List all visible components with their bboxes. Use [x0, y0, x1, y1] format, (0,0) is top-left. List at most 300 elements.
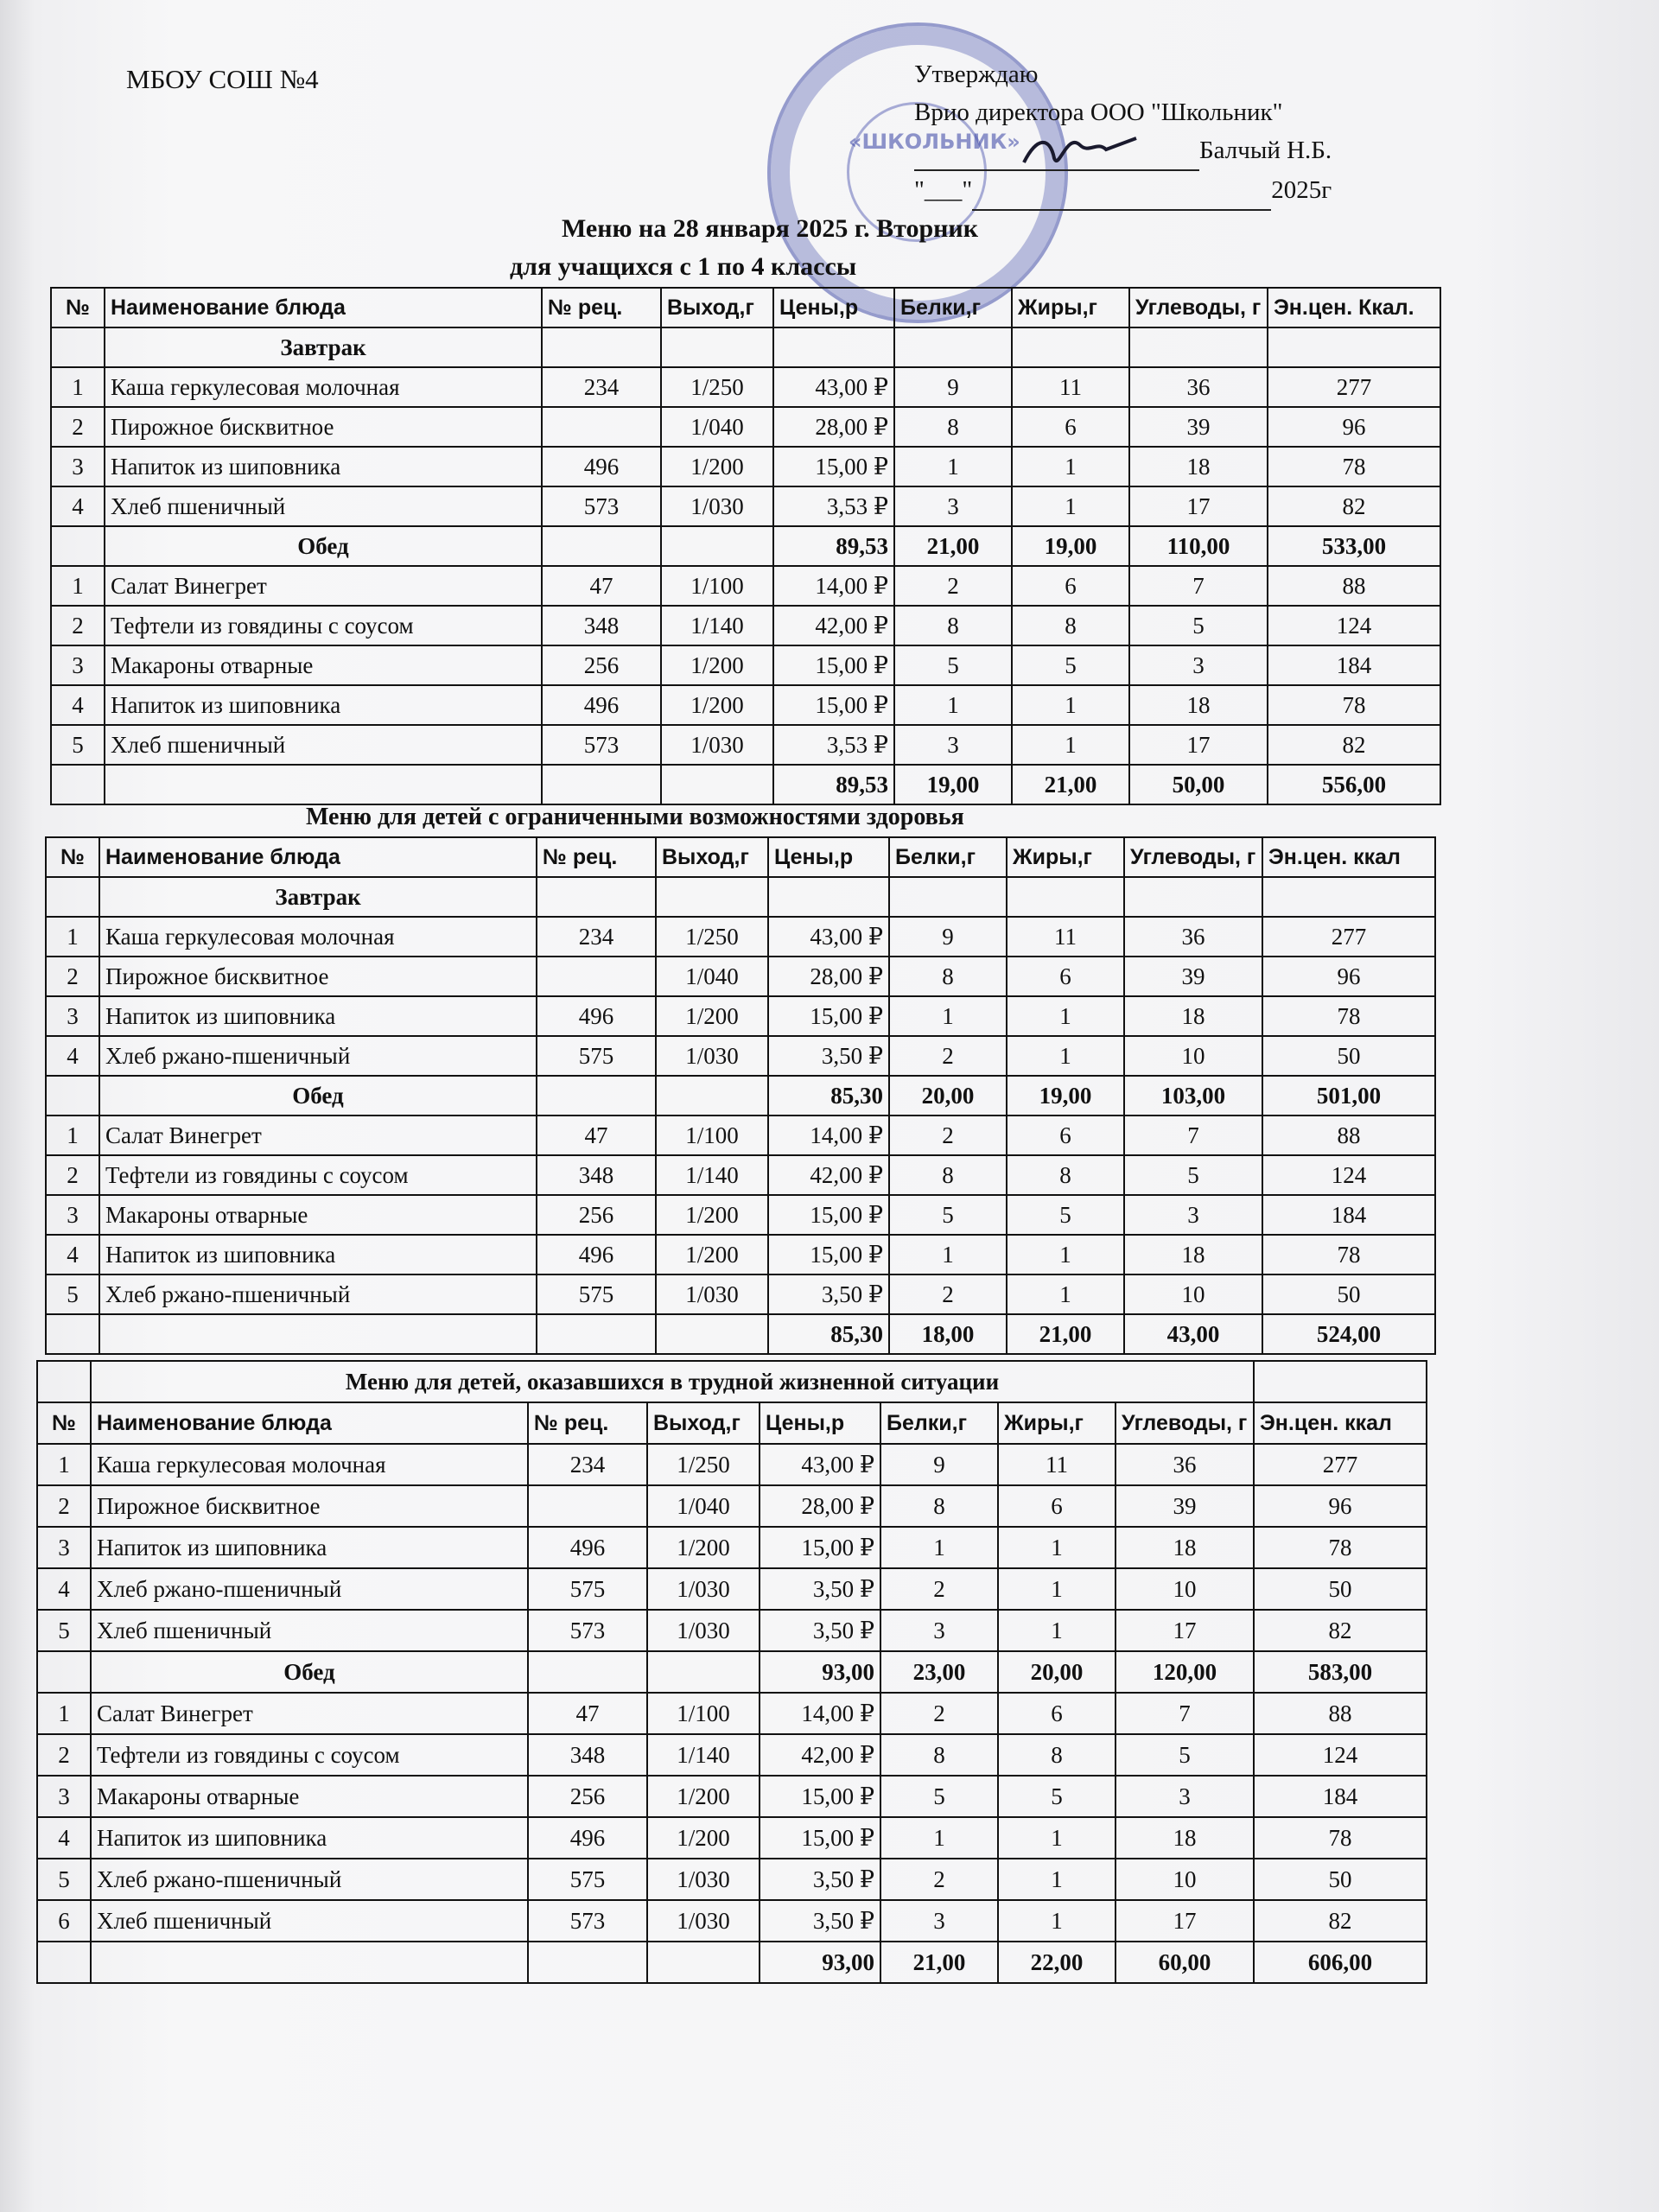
table-cell: 78: [1262, 996, 1435, 1036]
table-row: [46, 957, 1435, 996]
table-cell: 277: [1268, 367, 1440, 407]
table-cell: 47: [528, 1693, 647, 1734]
table-cell: 1: [46, 917, 99, 957]
table-cell: 256: [537, 1195, 656, 1235]
table-cell: 575: [537, 1274, 656, 1314]
table-cell: 256: [542, 645, 661, 685]
table-cell: 11: [998, 1444, 1116, 1485]
table-cell: 47: [537, 1116, 656, 1155]
table-cell: Тефтели из говядины с соусом: [91, 1734, 528, 1776]
table-cell: Напиток из шиповника: [91, 1527, 528, 1568]
table-cell: 43,00 ₽: [760, 1444, 880, 1485]
table-cell: 1/140: [647, 1734, 760, 1776]
table-cell: 1: [51, 566, 105, 606]
table-row: [46, 1036, 1435, 1076]
table-cell: 8: [880, 1485, 998, 1527]
table-cell: 36: [1124, 917, 1262, 957]
table-cell: 3: [1129, 645, 1268, 685]
table-cell: 42,00 ₽: [760, 1734, 880, 1776]
table-cell: 3,50 ₽: [760, 1859, 880, 1900]
column-header: №: [37, 1402, 91, 1444]
column-header: Цены,р: [773, 288, 894, 327]
table-row: [51, 685, 1440, 725]
empty-cell: [656, 1314, 768, 1354]
table-cell: 88: [1268, 566, 1440, 606]
table-cell: 2: [880, 1568, 998, 1610]
table-cell: 96: [1254, 1485, 1427, 1527]
table-cell: 18: [1116, 1527, 1254, 1568]
table-cell: 14,00 ₽: [768, 1116, 889, 1155]
table-cell: 5: [37, 1859, 91, 1900]
table-row: [51, 486, 1440, 526]
empty-cell: [51, 327, 105, 367]
school-name: МБОУ СОШ №4: [126, 64, 319, 94]
table-cell: 3: [51, 645, 105, 685]
empty-cell: [773, 327, 894, 367]
table-cell: 234: [537, 917, 656, 957]
table-cell: 575: [537, 1036, 656, 1076]
column-header: Углеводы, г: [1129, 288, 1268, 327]
table-cell: 36: [1116, 1444, 1254, 1485]
table-row: [37, 1859, 1427, 1900]
signature-scribble: [1020, 128, 1141, 171]
column-header: Выход,г: [661, 288, 773, 327]
table-cell: Напиток из шиповника: [105, 447, 542, 486]
table-cell: 3: [46, 996, 99, 1036]
total-row: [37, 1651, 1427, 1693]
total-cell: 606,00: [1254, 1942, 1427, 1983]
table-row: [37, 1444, 1427, 1485]
table-cell: 1/030: [661, 725, 773, 765]
column-header: Эн.цен. ккал: [1262, 837, 1435, 877]
table-cell: 9: [880, 1444, 998, 1485]
total-cell: 19,00: [1012, 526, 1129, 566]
table-cell: 8: [1007, 1155, 1124, 1195]
empty-cell: [37, 1361, 91, 1402]
table-cell: 496: [537, 1235, 656, 1274]
table-cell: 1: [1007, 996, 1124, 1036]
table-cell: [542, 407, 661, 447]
menu-table: [36, 1360, 1427, 1984]
total-cell: 20,00: [889, 1076, 1007, 1116]
table-cell: 50: [1262, 1274, 1435, 1314]
table-cell: 18: [1129, 685, 1268, 725]
empty-cell: [51, 526, 105, 566]
table-cell: Хлеб ржано-пшеничный: [91, 1859, 528, 1900]
table-cell: 96: [1268, 407, 1440, 447]
total-cell: 19,00: [1007, 1076, 1124, 1116]
table-cell: 1: [51, 367, 105, 407]
table-cell: 6: [1012, 407, 1129, 447]
table-cell: 82: [1268, 486, 1440, 526]
table-cell: 3: [37, 1527, 91, 1568]
table-cell: 5: [998, 1776, 1116, 1817]
empty-cell: [894, 327, 1012, 367]
total-cell: 120,00: [1116, 1651, 1254, 1693]
meal-label-row: [51, 327, 1440, 367]
table-cell: 1/030: [647, 1568, 760, 1610]
table-cell: Салат Винегрет: [91, 1693, 528, 1734]
approve-position: Врио директора ООО "Школьник": [914, 99, 1283, 126]
table-row: [51, 407, 1440, 447]
column-header: Наименование блюда: [105, 288, 542, 327]
column-header: Эн.цен. Ккал.: [1268, 288, 1440, 327]
column-header: Жиры,г: [998, 1402, 1116, 1444]
table-cell: 50: [1254, 1568, 1427, 1610]
table-cell: 28,00 ₽: [768, 957, 889, 996]
column-header: Наименование блюда: [99, 837, 537, 877]
column-header: Цены,р: [760, 1402, 880, 1444]
table-cell: 5: [889, 1195, 1007, 1235]
table-cell: Хлеб ржано-пшеничный: [91, 1568, 528, 1610]
total-cell: 93,00: [760, 1651, 880, 1693]
table-cell: 18: [1124, 1235, 1262, 1274]
table-cell: 1: [1007, 1274, 1124, 1314]
column-header: Углеводы, г: [1124, 837, 1262, 877]
table-cell: 4: [51, 685, 105, 725]
table-cell: 3,50 ₽: [760, 1610, 880, 1651]
table-cell: 8: [889, 957, 1007, 996]
empty-cell: [537, 1076, 656, 1116]
empty-cell: [661, 526, 773, 566]
column-header: Белки,г: [894, 288, 1012, 327]
empty-cell: [537, 877, 656, 917]
column-header: №: [51, 288, 105, 327]
table-cell: 5: [1012, 645, 1129, 685]
table-row: [37, 1693, 1427, 1734]
table-row: [46, 917, 1435, 957]
total-cell: 43,00: [1124, 1314, 1262, 1354]
table-cell: 47: [542, 566, 661, 606]
empty-cell: [1129, 327, 1268, 367]
table-cell: 1/200: [661, 685, 773, 725]
empty-cell: [1268, 327, 1440, 367]
empty-cell: [105, 765, 542, 804]
table-cell: 1/100: [661, 566, 773, 606]
table-cell: 234: [528, 1444, 647, 1485]
column-header: №: [46, 837, 99, 877]
menu-title: Меню на 28 января 2025 г. Вторник: [562, 214, 978, 243]
empty-cell: [768, 877, 889, 917]
table-row: [37, 1817, 1427, 1859]
table-cell: Напиток из шиповника: [99, 1235, 537, 1274]
total-cell: 85,30: [768, 1314, 889, 1354]
table-cell: 10: [1124, 1036, 1262, 1076]
table-cell: 15,00 ₽: [768, 1235, 889, 1274]
table-cell: 3,53 ₽: [773, 486, 894, 526]
empty-cell: [889, 877, 1007, 917]
total-cell: 21,00: [880, 1942, 998, 1983]
table-cell: 9: [889, 917, 1007, 957]
table-row: [51, 725, 1440, 765]
empty-cell: [99, 1314, 537, 1354]
table-cell: 5: [894, 645, 1012, 685]
table-cell: 15,00 ₽: [773, 645, 894, 685]
table-cell: 14,00 ₽: [760, 1693, 880, 1734]
total-row: [46, 1076, 1435, 1116]
approve-date-line: [914, 171, 1332, 211]
table-cell: [528, 1485, 647, 1527]
table-cell: Пирожное бисквитное: [105, 407, 542, 447]
empty-cell: [542, 327, 661, 367]
table-cell: Пирожное бисквитное: [91, 1485, 528, 1527]
table-cell: 5: [51, 725, 105, 765]
menu-subtitle: для учащихся с 1 по 4 классы: [510, 252, 857, 281]
table-cell: 3,53 ₽: [773, 725, 894, 765]
table-row: [46, 1195, 1435, 1235]
table-cell: 2: [37, 1485, 91, 1527]
empty-cell: [37, 1942, 91, 1983]
table-cell: 1: [998, 1817, 1116, 1859]
table-cell: 8: [894, 606, 1012, 645]
table-cell: 1/200: [647, 1527, 760, 1568]
empty-cell: [656, 1076, 768, 1116]
table-cell: 88: [1262, 1116, 1435, 1155]
table-row: [37, 1900, 1427, 1942]
table-row: [51, 645, 1440, 685]
table-cell: 575: [528, 1859, 647, 1900]
table-cell: 2: [46, 1155, 99, 1195]
table-cell: 1: [1007, 1036, 1124, 1076]
section-title-row: [37, 1361, 1427, 1402]
table-cell: Напиток из шиповника: [105, 685, 542, 725]
table-cell: 11: [1007, 917, 1124, 957]
empty-cell: [1254, 1361, 1427, 1402]
menu-table: [45, 836, 1436, 1355]
table-cell: 184: [1254, 1776, 1427, 1817]
table-cell: 1/030: [656, 1274, 768, 1314]
table-row: [37, 1734, 1427, 1776]
total-row: [51, 765, 1440, 804]
table-cell: 78: [1254, 1527, 1427, 1568]
table-cell: 573: [528, 1900, 647, 1942]
table-cell: Хлеб пшеничный: [105, 725, 542, 765]
table-cell: 8: [889, 1155, 1007, 1195]
table-cell: 14,00 ₽: [773, 566, 894, 606]
table-cell: 1: [894, 685, 1012, 725]
table-cell: 1: [889, 1235, 1007, 1274]
table-cell: 5: [1129, 606, 1268, 645]
total-cell: 19,00: [894, 765, 1012, 804]
total-row: [51, 526, 1440, 566]
table-cell: 11: [1012, 367, 1129, 407]
table-cell: 96: [1262, 957, 1435, 996]
table-cell: 1/250: [661, 367, 773, 407]
table-cell: 3,50 ₽: [768, 1036, 889, 1076]
table-cell: 2: [51, 407, 105, 447]
column-header: № рец.: [542, 288, 661, 327]
table-cell: 82: [1254, 1610, 1427, 1651]
table-cell: 277: [1262, 917, 1435, 957]
table-cell: 1/200: [656, 996, 768, 1036]
table-cell: Салат Винегрет: [105, 566, 542, 606]
table-cell: 1: [1012, 486, 1129, 526]
table-cell: Тефтели из говядины с соусом: [99, 1155, 537, 1195]
table-cell: 39: [1124, 957, 1262, 996]
empty-cell: [537, 1314, 656, 1354]
table-cell: 15,00 ₽: [773, 447, 894, 486]
table-cell: 17: [1129, 486, 1268, 526]
table-cell: 1: [37, 1693, 91, 1734]
table-row: [51, 447, 1440, 486]
header-row: [51, 288, 1440, 327]
table-cell: 4: [51, 486, 105, 526]
empty-cell: [542, 765, 661, 804]
table-cell: Хлеб пшеничный: [91, 1900, 528, 1942]
meal-label: Обед: [105, 526, 542, 566]
empty-cell: [51, 765, 105, 804]
table-cell: 1: [998, 1900, 1116, 1942]
table-cell: 2: [880, 1859, 998, 1900]
table-cell: 1: [1012, 725, 1129, 765]
table-cell: 3: [1124, 1195, 1262, 1235]
table-cell: 10: [1124, 1274, 1262, 1314]
table-cell: 43,00 ₽: [768, 917, 889, 957]
table-cell: 1/140: [661, 606, 773, 645]
table-cell: 8: [1012, 606, 1129, 645]
table-cell: 2: [889, 1036, 1007, 1076]
column-header: № рец.: [528, 1402, 647, 1444]
table-cell: 78: [1268, 447, 1440, 486]
table-cell: 18: [1129, 447, 1268, 486]
table-cell: 15,00 ₽: [768, 996, 889, 1036]
table-cell: 184: [1268, 645, 1440, 685]
table-row: [37, 1485, 1427, 1527]
meal-label: Завтрак: [105, 327, 542, 367]
table-cell: Каша геркулесовая молочная: [105, 367, 542, 407]
table-cell: 1/030: [647, 1859, 760, 1900]
total-cell: 85,30: [768, 1076, 889, 1116]
table-cell: 3: [51, 447, 105, 486]
table-cell: 1/200: [656, 1195, 768, 1235]
column-header: Белки,г: [889, 837, 1007, 877]
table-row: [37, 1776, 1427, 1817]
table-cell: 3: [46, 1195, 99, 1235]
table-cell: 6: [998, 1693, 1116, 1734]
empty-cell: [661, 327, 773, 367]
table-cell: 1/250: [647, 1444, 760, 1485]
empty-cell: [37, 1651, 91, 1693]
table-cell: 1: [889, 996, 1007, 1036]
table-cell: 575: [528, 1568, 647, 1610]
total-cell: 23,00: [880, 1651, 998, 1693]
table-cell: 1/200: [661, 645, 773, 685]
empty-cell: [1262, 877, 1435, 917]
table-cell: 3,50 ₽: [768, 1274, 889, 1314]
table-cell: 1/200: [647, 1776, 760, 1817]
total-row: [37, 1942, 1427, 1983]
header-row: [37, 1402, 1427, 1444]
table-cell: 2: [37, 1734, 91, 1776]
table-cell: 2: [889, 1274, 1007, 1314]
total-cell: 533,00: [1268, 526, 1440, 566]
table-cell: 256: [528, 1776, 647, 1817]
table-cell: 1: [1007, 1235, 1124, 1274]
table-cell: 4: [46, 1036, 99, 1076]
header-row: [46, 837, 1435, 877]
table-cell: 39: [1116, 1485, 1254, 1527]
table-cell: Каша геркулесовая молочная: [99, 917, 537, 957]
table-cell: 5: [37, 1610, 91, 1651]
table-cell: 496: [542, 685, 661, 725]
empty-cell: [1007, 877, 1124, 917]
table-cell: 17: [1116, 1900, 1254, 1942]
table-cell: 28,00 ₽: [760, 1485, 880, 1527]
table-cell: 15,00 ₽: [760, 1776, 880, 1817]
empty-cell: [661, 765, 773, 804]
table-cell: 1: [998, 1859, 1116, 1900]
column-header: Цены,р: [768, 837, 889, 877]
table-cell: 348: [528, 1734, 647, 1776]
table-cell: 50: [1262, 1036, 1435, 1076]
table-cell: 1/100: [656, 1116, 768, 1155]
table-cell: 4: [46, 1235, 99, 1274]
table-cell: 39: [1129, 407, 1268, 447]
table-cell: Хлеб пшеничный: [105, 486, 542, 526]
table-cell: Салат Винегрет: [99, 1116, 537, 1155]
table-row: [51, 566, 1440, 606]
table-cell: 6: [1007, 957, 1124, 996]
table-cell: 2: [51, 606, 105, 645]
table-cell: Макароны отварные: [105, 645, 542, 685]
total-cell: 501,00: [1262, 1076, 1435, 1116]
table-cell: Хлеб ржано-пшеничный: [99, 1274, 537, 1314]
table-cell: 1/040: [661, 407, 773, 447]
table-cell: 1/030: [647, 1610, 760, 1651]
table-cell: 1/200: [661, 447, 773, 486]
empty-cell: [91, 1942, 528, 1983]
date-underline: [972, 171, 1271, 211]
table-cell: 6: [998, 1485, 1116, 1527]
total-cell: 524,00: [1262, 1314, 1435, 1354]
column-header: Наименование блюда: [91, 1402, 528, 1444]
table-cell: 1/200: [656, 1235, 768, 1274]
table-cell: 1/030: [656, 1036, 768, 1076]
total-cell: 89,53: [773, 765, 894, 804]
table-row: [51, 606, 1440, 645]
table-cell: 1: [998, 1610, 1116, 1651]
table-row: [46, 1155, 1435, 1195]
menu-table: [50, 287, 1441, 805]
table-cell: Каша геркулесовая молочная: [91, 1444, 528, 1485]
table-cell: 1: [998, 1568, 1116, 1610]
column-header: Выход,г: [656, 837, 768, 877]
table-cell: 3: [894, 725, 1012, 765]
table-cell: 17: [1129, 725, 1268, 765]
table-cell: 3: [1116, 1776, 1254, 1817]
table-cell: 2: [894, 566, 1012, 606]
empty-cell: [46, 1314, 99, 1354]
section-title-ovz: Меню для детей с ограниченными возможностями здоровья: [306, 804, 964, 830]
table-row: [46, 996, 1435, 1036]
table-cell: 573: [528, 1610, 647, 1651]
table-row: [46, 1274, 1435, 1314]
table-cell: 277: [1254, 1444, 1427, 1485]
table-cell: 88: [1254, 1693, 1427, 1734]
table-cell: 234: [542, 367, 661, 407]
table-cell: 8: [880, 1734, 998, 1776]
table-cell: 2: [880, 1693, 998, 1734]
table-cell: 1: [894, 447, 1012, 486]
table-cell: 10: [1116, 1859, 1254, 1900]
column-header: Жиры,г: [1007, 837, 1124, 877]
total-cell: 556,00: [1268, 765, 1440, 804]
table-cell: 7: [1129, 566, 1268, 606]
total-cell: 20,00: [998, 1651, 1116, 1693]
table-row: [46, 1235, 1435, 1274]
column-header: Жиры,г: [1012, 288, 1129, 327]
table-cell: 5: [46, 1274, 99, 1314]
